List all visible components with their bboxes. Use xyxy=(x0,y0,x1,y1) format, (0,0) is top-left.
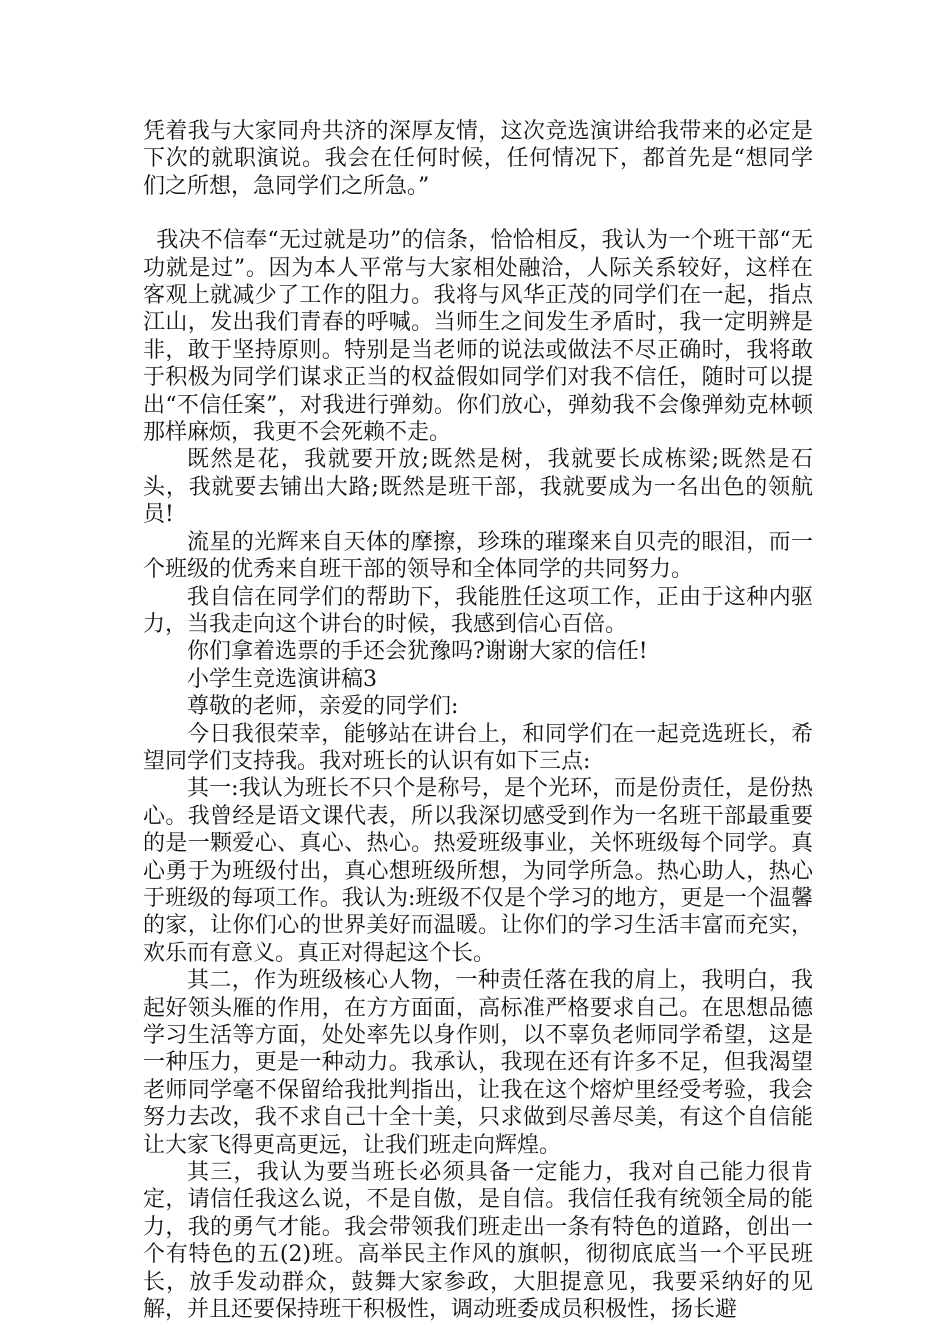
paragraph-10: 其一:我认为班长不只个是称号，是个光环，而是份责任，是份热心。我曾经是语文课代表，所以我深切感受到作为一名班干部最重要的是一颗爱心、真心、热心。热爱班级事业，关怀班级每个同学。真心勇于为班级付出，真心想班级所想，为同学所急。热心助人，热心于班级的每项工作。我认为:班级不仅是个学习的地方，更是一个温馨的家，让你们心的世界美好而温暖。让你们的学习生活丰富而充实，欢乐而有意义。真正对得起这个长。 xyxy=(143,776,813,966)
paragraph-6: 你们拿着选票的手还会犹豫吗?谢谢大家的信任! xyxy=(187,639,648,665)
section-heading: 小学生竞选演讲稿3 xyxy=(187,666,377,692)
paragraph-12: 其三，我认为要当班长必须具备一定能力，我对自己能力很肯定，请信任我这么说，不是自傲，是自信。我信任我有统领全局的能力，我的勇气才能。我会带领我们班走出一条有特色的道路，创出一个有特色的五(2)班。高举民主作风的旗帜，彻彻底底当一个平民班长，放手发动群众，鼓舞大家参政，大胆提意见，我要采纳好的见解，并且还要保持班干积极性，调动班委成员积极性，扬长避 xyxy=(143,1160,813,1323)
paragraph-11: 其二，作为班级核心人物，一种责任落在我的肩上，我明白，我起好领头雁的作用，在方方面面，高标准严格要求自己。在思想品德学习生活等方面，处处率先以身作则，以不辜负老师同学希望，这是一种压力，更是一种动力。我承认，我现在还有许多不足，但我渴望老师同学毫不保留给我批判指出，让我在这个熔炉里经受考验，我会努力去改，我不求自己十全十美，只求做到尽善尽美，有这个自信能让大家飞得更高更远，让我们班走向辉煌。 xyxy=(143,968,813,1158)
paragraph-5: 我自信在同学们的帮助下，我能胜任这项工作，正由于这种内驱力，当我走向这个讲台的时候，我感到信心百倍。 xyxy=(143,584,813,637)
paragraph-spacer xyxy=(143,200,813,227)
paragraph-4: 流星的光辉来自天体的摩擦，珍珠的璀璨来自贝壳的眼泪，而一个班级的优秀来自班干部的领导和全体同学的共同努力。 xyxy=(143,529,813,583)
document-body xyxy=(143,118,813,1323)
paragraph-3: 既然是花，我就要开放;既然是树，我就要长成栋梁;既然是石头，我就要去铺出大路;既然是班干部，我就要成为一名出色的领航员! xyxy=(143,447,813,528)
paragraph-2: 我决不信奉“无过就是功”的信条，恰恰相反，我认为一个班干部“无功就是过”。因为本人平常与大家相处融洽，人际关系较好，这样在客观上就减少了工作的阻力。我将与风华正茂的同学们在一起，指点江山，发出我们青春的呼喊。当师生之间发生矛盾时，我一定明辨是非，敢于坚持原则。特别是当老师的说法或做法不尽正确时，我将敢于积极为同学们谋求正当的权益假如同学们对我不信任，随时可以提出“不信任案”，对我进行弹劾。你们放心，弹劾我不会像弹劾克林顿那样麻烦，我更不会死赖不走。 xyxy=(143,228,813,446)
paragraph-9: 今日我很荣幸，能够站在讲台上，和同学们在一起竞选班长，希望同学们支持我。我对班长的认识有如下三点: xyxy=(143,721,813,774)
salutation: 尊敬的老师，亲爱的同学们: xyxy=(187,694,459,720)
paragraph-1: 凭着我与大家同舟共济的深厚友情，这次竞选演讲给我带来的必定是下次的就职演说。我会在任何时候，任何情况下，都首先是“想同学们之所想，急同学们之所急。” xyxy=(143,119,813,199)
